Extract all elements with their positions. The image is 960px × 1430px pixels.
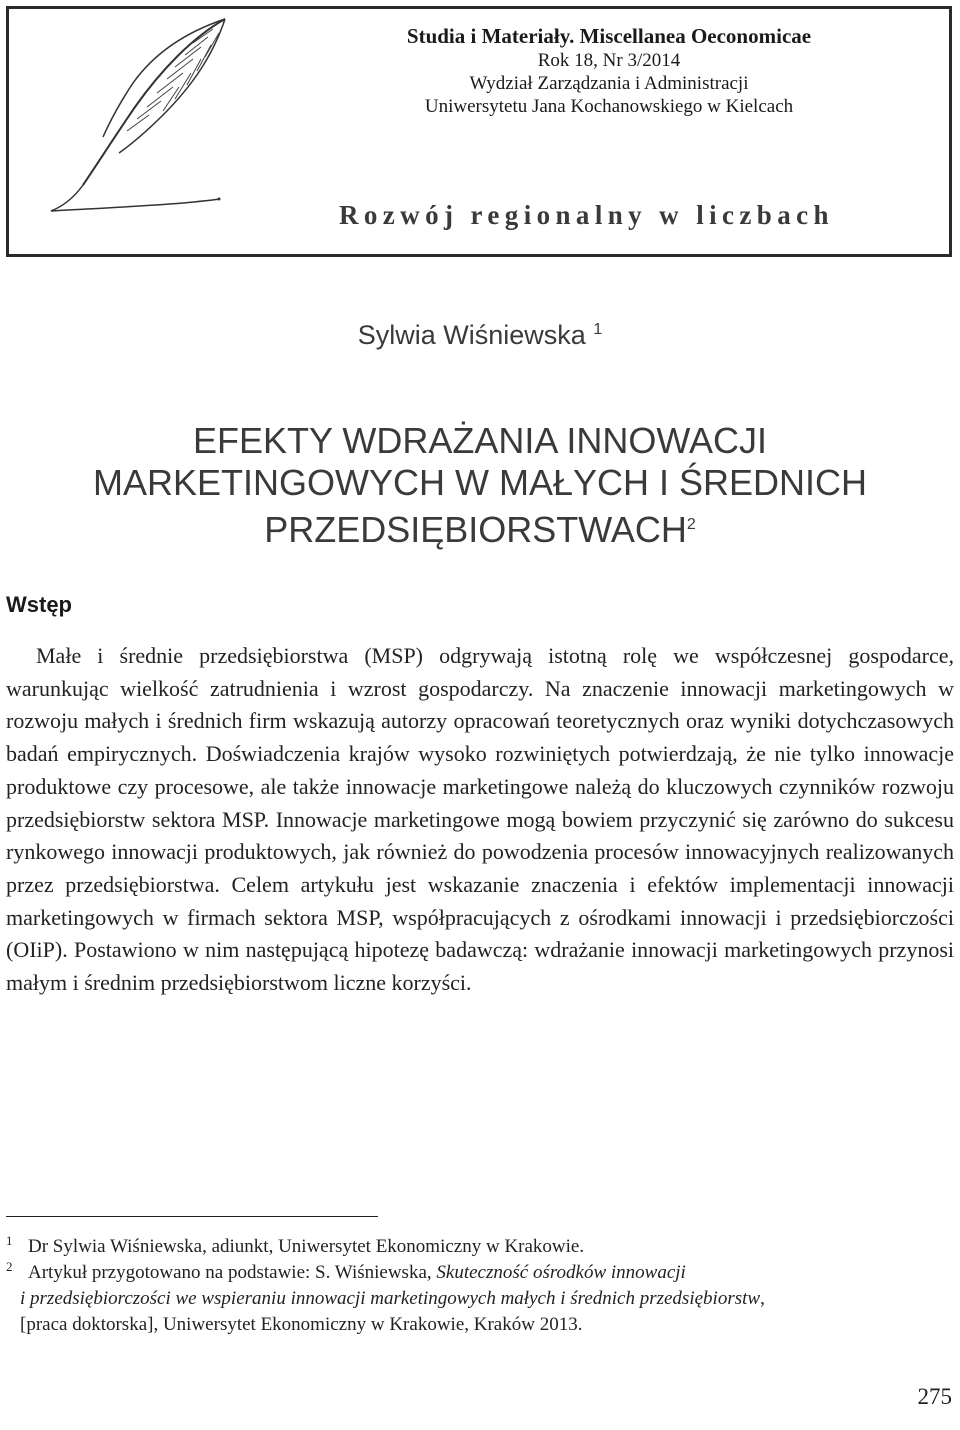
series-title: Rozwój regionalny w liczbach (339, 200, 834, 230)
title-footnote-ref[interactable]: 2 (686, 516, 696, 533)
journal-issue: Rok 18, Nr 3/2014 (537, 50, 681, 71)
footnote-italic-1: Skuteczność ośrodków innowacji (436, 1262, 686, 1283)
footnote-text-pre: Artykuł przygotowano na podstawie: S. Wiśniewska, (28, 1262, 437, 1283)
footnote-italic-2: i przedsiębiorczości we wspieraniu innowacji marketingowych małych i średnich przedsiębiorstw (20, 1288, 761, 1309)
footnote-number: 2 (6, 1259, 13, 1274)
footnote-text-post-2: [praca doktorska], Uniwersytet Ekonomiczny w Krakowie, Kraków 2013. (20, 1314, 583, 1335)
footnote-1 (6, 1234, 954, 1260)
footnote-text: Dr Sylwia Wiśniewska, adiunkt, Uniwersytet Ekonomiczny w Krakowie. (28, 1236, 585, 1257)
author-footnote-ref[interactable]: 1 (593, 321, 603, 338)
section-heading: Wstęp (6, 592, 72, 617)
intro-paragraph: Małe i średnie przedsiębiorstwa (MSP) odgrywają istotną rolę we współczesnej gospodarce, warunkując wielkość zatrudnienia i wzrost gospodarczy. Na znaczenie innowacji marketingowych w rozwoju małych i średnich firm wskazują autorzy opracowań teoretycznych oraz wyniki dotychczasowych badań empirycznych. Doświadczenia krajów wysoko rozwiniętych potwierdzają, że nie tylko innowacje produktowe czy procesowe, ale także innowacje marketingowe należą do kluczowych czynników rozwoju przedsiębiorstw sektora MSP. Innowacje marketingowe mogą bowiem przyczynić się zarówno do sukcesu rynkowego innowacji produktowych, jak również do powodzenia procesów innowacyjnych realizowanych przez przedsiębiorstwa. Celem artykułu jest wskazanie znaczenia i efektów implementacji innowacji marketingowych w firmach sektora MSP, współpracujących z ośrodkami innowacji i przedsiębiorczości (OIiP). Postawiono w nim następującą hipotezę badawczą: wdrażanie innowacji marketingowych przynosi małym i średnim przedsiębiorstwom liczne korzyści. (6, 643, 954, 996)
footnote-divider (6, 1216, 378, 1217)
footnote-text-post-1: , (760, 1288, 765, 1309)
journal-title: Studia i Materiały. Miscellanea Oeconomicae (406, 24, 812, 48)
title-line-1: EFEKTY WDRAŻANIA INNOWACJI (192, 420, 768, 461)
title-line-2: MARKETINGOWYCH W MAŁYCH I ŚREDNICH (92, 462, 868, 503)
title-line-3: PRZEDSIĘBIORSTWACH (264, 509, 687, 550)
title-line-3-wrap (0, 504, 960, 551)
journal-university: Uniwersytetu Jana Kochanowskiego w Kielcach (424, 96, 794, 117)
quill-pen-icon (43, 15, 233, 215)
page-number: 275 (917, 1384, 952, 1409)
article-title (0, 420, 960, 551)
footnote-number: 1 (6, 1233, 13, 1248)
journal-header (6, 6, 952, 257)
footnote-line-2 (20, 1286, 954, 1312)
journal-faculty: Wydział Zarządzania i Administracji (469, 73, 749, 94)
footnote-2 (6, 1260, 954, 1338)
footnote-line-1 (28, 1260, 954, 1286)
author-line (0, 320, 960, 351)
author-name: Sylwia Wiśniewska (357, 320, 586, 350)
